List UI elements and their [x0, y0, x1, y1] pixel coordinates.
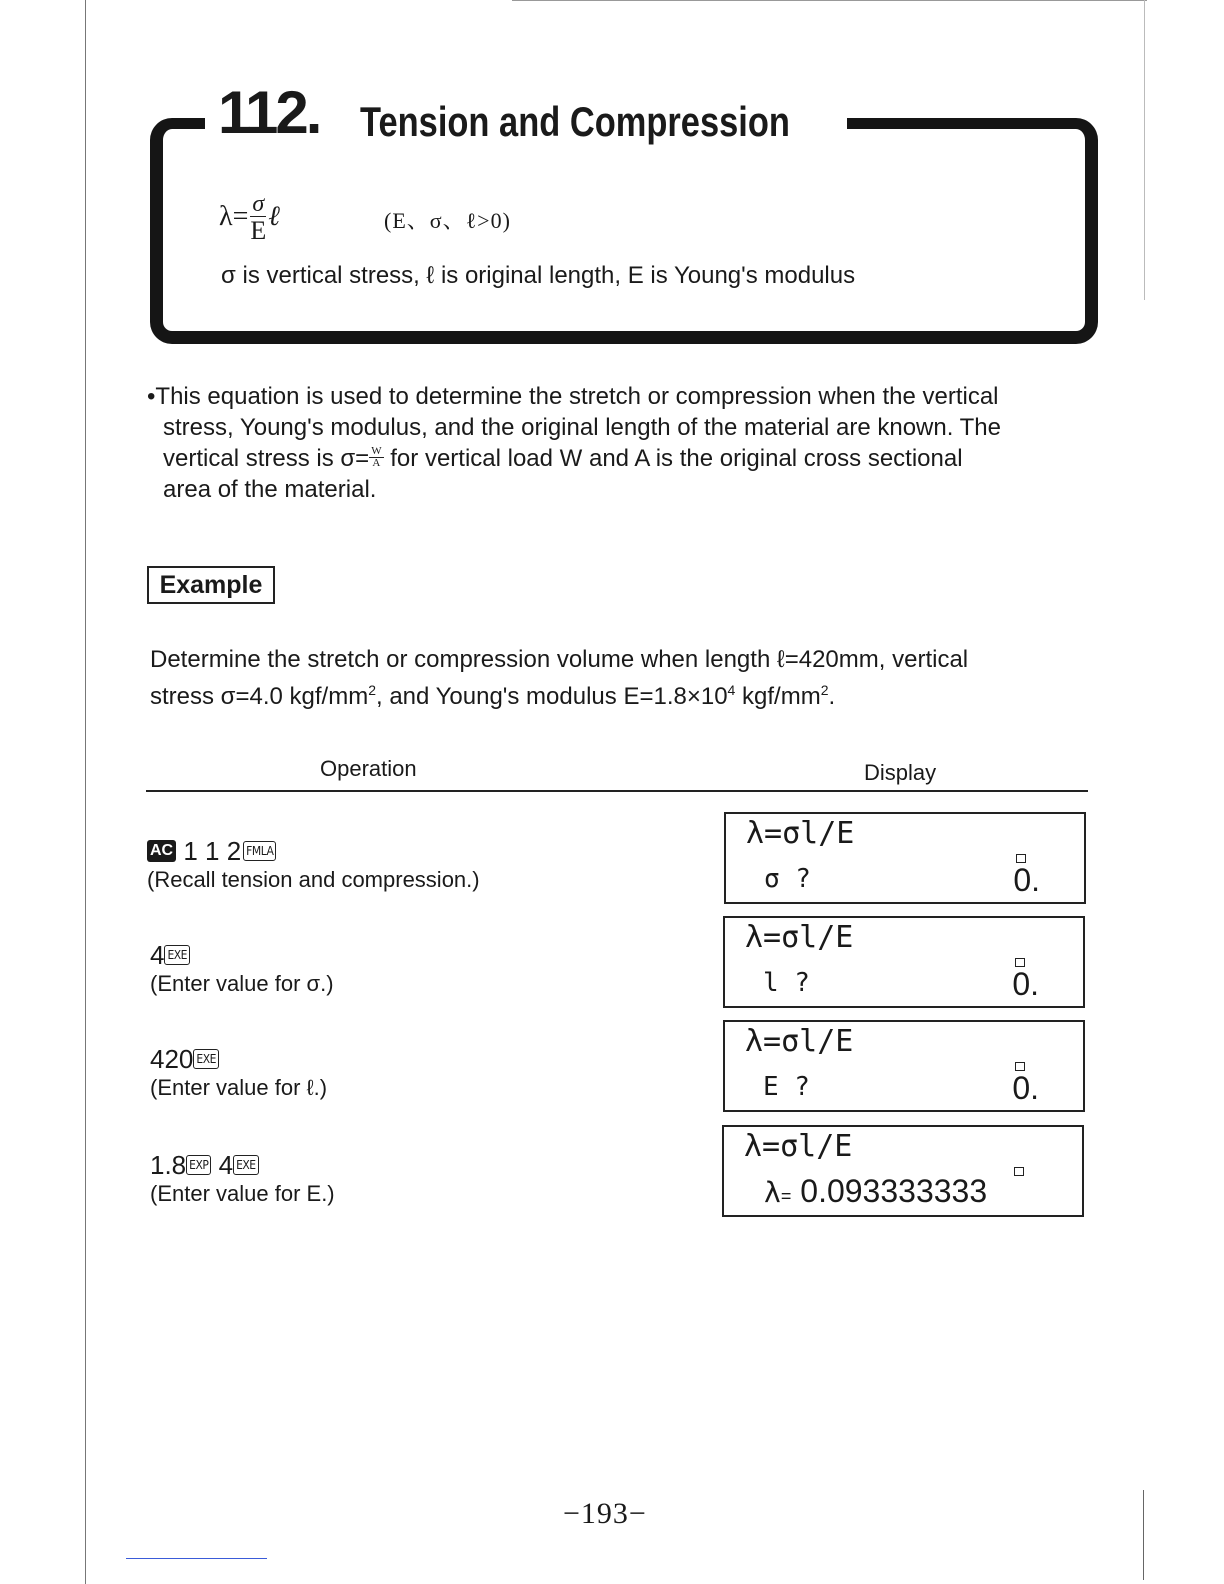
display-prompt: l ? — [763, 968, 810, 998]
operation-step — [150, 1044, 327, 1101]
calculator-display — [723, 1020, 1085, 1112]
result-equals: = — [780, 1186, 792, 1206]
formula-trail: ℓ — [268, 200, 280, 232]
exe-key-icon: EXE — [193, 1049, 219, 1069]
exe-key-icon: EXE — [233, 1155, 259, 1175]
question-line2-end: . — [828, 683, 836, 710]
section-title: Tension and Compression — [360, 98, 790, 145]
display-value: 0. — [1013, 862, 1040, 898]
operation-step — [150, 1150, 335, 1207]
scan-edge-right — [1144, 0, 1145, 300]
formula-numerator: σ — [250, 192, 266, 217]
display-result — [764, 1173, 987, 1210]
display-prompt: σ ? — [764, 864, 811, 894]
section-number: 112. — [218, 79, 320, 146]
scan-edge-left — [85, 0, 86, 1584]
intro-line — [147, 443, 1097, 474]
display-formula: λ=σl/E — [744, 1129, 853, 1164]
display-prompt: E ? — [763, 1072, 810, 1102]
fmla-key-icon: FMLA — [243, 841, 276, 861]
key-digits: 4 — [211, 1150, 234, 1180]
key-digits: 1 1 2 — [176, 836, 242, 866]
calculator-display — [723, 916, 1085, 1008]
formula-denominator: E — [250, 216, 267, 245]
intro-line: •This equation is used to determine the stretch or compression when the vertical — [147, 383, 999, 410]
display-value: 0. — [1012, 966, 1039, 1002]
stress-fraction-den: A — [372, 457, 381, 470]
operation-step — [147, 836, 480, 893]
table-rule — [146, 790, 1088, 792]
key-sequence — [150, 1044, 327, 1075]
superscript-2: 2 — [368, 682, 376, 698]
step-description: (Enter value for ℓ.) — [150, 1075, 328, 1100]
key-sequence — [147, 836, 480, 867]
exp-key-icon: EXP — [186, 1155, 211, 1175]
stress-fraction-num: W — [371, 445, 382, 458]
intro-line: stress, Young's modulus, and the original length of the material are known. The — [163, 414, 1001, 441]
intro-line: area of the material. — [163, 476, 377, 503]
exe-key-icon: EXE — [164, 945, 190, 965]
scan-edge-right-lower — [1143, 1490, 1144, 1580]
stress-fraction — [369, 446, 383, 469]
display-formula: λ=σl/E — [745, 920, 854, 955]
page-number: −193− — [563, 1497, 647, 1530]
ac-key-icon: AC — [147, 840, 176, 862]
key-sequence — [150, 940, 334, 971]
question-line — [150, 675, 1100, 712]
footnote-rule — [126, 1558, 267, 1559]
display-formula: λ=σl/E — [746, 816, 855, 851]
result-variable: λ — [764, 1176, 781, 1209]
intro-line3-post: for vertical load W and A is the original cross sectional — [383, 445, 963, 472]
formula-box — [150, 118, 1098, 344]
intro-paragraph — [147, 381, 1097, 505]
key-digits: 420 — [150, 1044, 194, 1074]
calculator-display — [724, 812, 1086, 904]
question-line2-mid: , and Young's modulus E=1.8×10 — [376, 683, 728, 710]
result-value: 0.093333333 — [800, 1173, 988, 1209]
key-digits: 4 — [150, 940, 165, 970]
question-line2-post: kgf/mm — [735, 683, 821, 710]
column-header-display: Display — [864, 760, 937, 785]
formula-lhs: λ= — [219, 200, 249, 232]
display-value: 0. — [1012, 1070, 1039, 1106]
step-description: (Enter value for σ.) — [150, 971, 334, 996]
step-description: (Enter value for E.) — [150, 1181, 335, 1206]
step-description: (Recall tension and compression.) — [147, 867, 480, 892]
formula — [219, 192, 280, 245]
superscript-4: 4 — [727, 682, 736, 698]
calculator-display — [722, 1125, 1084, 1217]
intro-line3-pre: vertical stress is σ= — [163, 445, 370, 472]
display-formula: λ=σl/E — [745, 1024, 854, 1059]
formula-fraction — [250, 192, 266, 245]
example-question — [150, 644, 1100, 712]
question-line2-pre: stress σ=4.0 kgf/mm — [150, 683, 369, 710]
column-header-operation: Operation — [320, 756, 417, 781]
superscript-2: 2 — [820, 682, 829, 698]
formula-conditions: (E、σ、ℓ>0) — [384, 208, 511, 233]
indicator-icon — [1014, 1167, 1024, 1176]
key-sequence — [150, 1150, 335, 1181]
operation-step — [150, 940, 334, 997]
scan-edge-top — [512, 0, 1147, 1]
key-digits: 1.8 — [150, 1150, 187, 1180]
example-label: Example — [147, 566, 275, 604]
question-line: Determine the stretch or compression volume when length ℓ=420mm, vertical — [150, 646, 969, 673]
formula-description: σ is vertical stress, ℓ is original length, E is Young's modulus — [221, 262, 856, 289]
